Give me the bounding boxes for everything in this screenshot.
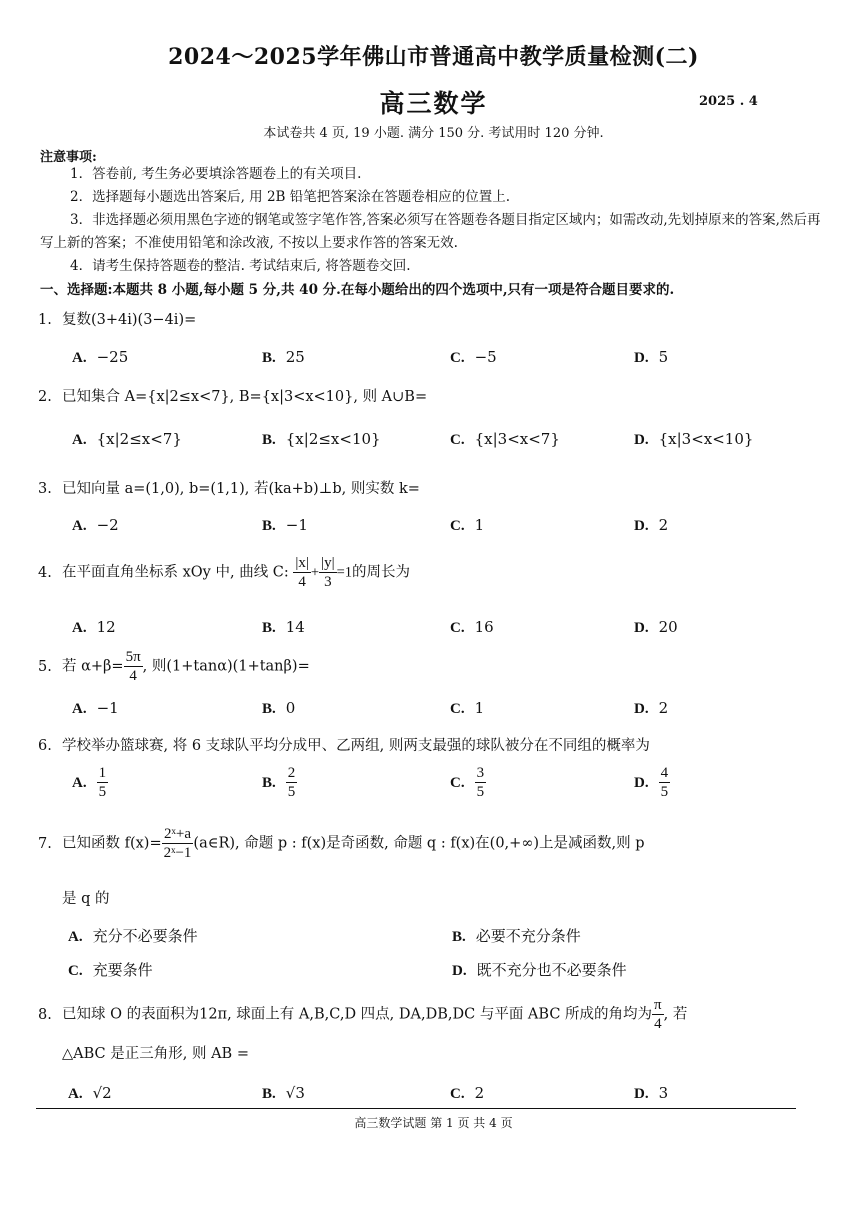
question-number: 4. xyxy=(38,564,52,581)
option-letter: B. xyxy=(262,350,276,366)
equation-rhs: =1 xyxy=(336,564,353,581)
option-b xyxy=(262,699,295,718)
option-b xyxy=(452,925,581,946)
option-text: {x|2≤x<7} xyxy=(96,430,182,448)
option-text: 14 xyxy=(285,618,305,636)
option-letter: C. xyxy=(450,432,465,448)
option-text: √3 xyxy=(285,1084,305,1102)
option-a xyxy=(68,925,198,946)
question-stem: 已知向量 a=(1,0), b=(1,1), 若(ka+b)⊥b, 则实数 k= xyxy=(62,481,420,497)
option-a xyxy=(72,618,116,637)
section-label: 一、选择题: xyxy=(40,282,113,298)
option-text: −1 xyxy=(96,699,119,717)
question-stem-post: (a∈R), 命题 p : f(x)是奇函数, 命题 q : f(x)在(0,+∞)上是减函数,则 p xyxy=(193,835,645,852)
option-letter: A. xyxy=(68,1086,83,1102)
option-text: 必要不充分条件 xyxy=(475,927,581,945)
fraction-numerator: 3 xyxy=(476,765,485,781)
option-c xyxy=(450,516,484,535)
question-stem-post: 的周长为 xyxy=(352,564,411,581)
option-d xyxy=(634,699,668,718)
question-8 xyxy=(38,996,828,1033)
option-b xyxy=(262,764,297,801)
fraction-numerator: 2ˣ+a xyxy=(164,826,191,842)
exam-info: 本试卷共 4 页, 19 小题. 满分 150 分. 考试用时 120 分钟. xyxy=(263,126,604,141)
fraction-denominator: 5 xyxy=(98,784,107,800)
fraction-denominator: 3 xyxy=(324,574,332,590)
fraction xyxy=(97,764,109,801)
option-b xyxy=(262,1084,305,1103)
footer-divider xyxy=(36,1108,796,1109)
option-text: −1 xyxy=(285,516,308,534)
option-d xyxy=(634,430,753,449)
option-letter: B. xyxy=(262,774,276,791)
option-text: 20 xyxy=(658,618,678,636)
section-text: 本题共 8 小题,每小题 5 分,共 40 分.在每小题给出的四个选项中,只有一项是符合题目要求的. xyxy=(112,282,675,298)
question-number: 2. xyxy=(38,389,52,405)
option-letter: D. xyxy=(634,774,649,791)
option-text: −2 xyxy=(96,516,119,534)
option-text: 1 xyxy=(474,699,485,717)
fraction-numerator: 5π xyxy=(125,649,141,665)
option-a xyxy=(72,430,182,449)
question-number: 7. xyxy=(38,835,52,852)
question-stem-continued: 是 q 的 xyxy=(62,891,110,907)
question-7 xyxy=(38,825,828,862)
option-letter: B. xyxy=(452,929,466,945)
option-letter: D. xyxy=(634,1086,649,1102)
option-text: 2 xyxy=(474,1084,485,1102)
question-number: 5. xyxy=(38,658,52,675)
option-letter: B. xyxy=(262,432,276,448)
question-stem-post: , 若 xyxy=(663,1006,688,1023)
fraction xyxy=(659,764,671,801)
option-text: −25 xyxy=(96,348,129,366)
option-letter: A. xyxy=(72,350,87,366)
option-c xyxy=(450,618,494,637)
fraction-numerator: |x| xyxy=(295,555,309,571)
option-letter: B. xyxy=(262,620,276,636)
exam-date: 2025 . 4 xyxy=(699,94,758,109)
option-text: 2 xyxy=(658,699,669,717)
option-letter: A. xyxy=(72,518,87,534)
option-b xyxy=(262,618,305,637)
option-letter: B. xyxy=(262,518,276,534)
question-3 xyxy=(38,477,828,498)
question-6 xyxy=(38,734,828,755)
fraction xyxy=(652,996,664,1033)
option-c xyxy=(450,699,484,718)
exam-title: 2024～2025学年佛山市普通高中教学质量检测(二) xyxy=(168,44,699,70)
option-d xyxy=(634,618,678,637)
option-b xyxy=(262,430,381,449)
option-letter: C. xyxy=(450,1086,465,1102)
option-letter: A. xyxy=(72,701,87,717)
fraction xyxy=(162,825,194,862)
fraction-numerator: 4 xyxy=(660,765,669,781)
fraction-numerator: 1 xyxy=(98,765,107,781)
option-d xyxy=(634,1084,668,1103)
question-2 xyxy=(38,385,828,406)
option-text: 5 xyxy=(658,348,669,366)
fraction xyxy=(286,764,298,801)
option-text: 1 xyxy=(474,516,485,534)
fraction-denominator: 4 xyxy=(654,1016,662,1032)
option-letter: D. xyxy=(634,350,649,366)
option-letter: A. xyxy=(72,620,87,636)
note-item: 2．选择题每小题选出答案后, 用 2B 铅笔把答案涂在答题卷相应的位置上. xyxy=(70,189,511,205)
question-number: 3. xyxy=(38,481,52,497)
option-b xyxy=(262,516,308,535)
option-letter: B. xyxy=(262,701,276,717)
option-letter: A. xyxy=(72,432,87,448)
option-text: {x|2≤x<10} xyxy=(285,430,381,448)
fraction-numerator: π xyxy=(654,997,662,1013)
option-text: √2 xyxy=(92,1084,112,1102)
option-text: −5 xyxy=(474,348,497,366)
option-text: 既不充分也不必要条件 xyxy=(476,961,627,979)
option-letter: D. xyxy=(634,518,649,534)
option-b xyxy=(262,348,305,367)
fraction-denominator: 5 xyxy=(660,784,669,800)
question-stem-pre: 若 α+β= xyxy=(62,658,124,675)
question-stem: 复数(3+4i)(3−4i)= xyxy=(62,312,197,328)
option-letter: C. xyxy=(450,701,465,717)
option-text: 16 xyxy=(474,618,494,636)
fraction-denominator: 5 xyxy=(287,784,296,800)
fraction-denominator: 5 xyxy=(476,784,485,800)
option-text: 充要条件 xyxy=(92,961,153,979)
fraction xyxy=(124,648,143,685)
option-a xyxy=(72,699,119,718)
question-stem: 已知集合 A={x|2≤x<7}, B={x|3<x<10}, 则 A∪B= xyxy=(62,389,428,405)
option-text: 0 xyxy=(285,699,296,717)
question-stem-pre: 在平面直角坐标系 xOy 中, 曲线 C: xyxy=(62,564,289,581)
question-stem-pre: 已知球 O 的表面积为12π, 球面上有 A,B,C,D 四点, DA,DB,DC 与平面 ABC 所成的角均为 xyxy=(62,1006,653,1023)
option-a xyxy=(68,1084,112,1103)
option-d xyxy=(634,764,670,801)
option-text: 2 xyxy=(658,516,669,534)
option-d xyxy=(452,959,627,980)
question-5 xyxy=(38,648,828,685)
question-number: 6. xyxy=(38,738,52,754)
fraction xyxy=(293,554,311,591)
option-c xyxy=(68,959,153,980)
question-4: 4. 在平面直角坐标系 xOy 中, 曲线 C: $\frac{|x|}{4}$ + $\frac{|y|}{3}$ =1的周长为 xyxy=(38,555,411,590)
question-stem-pre: 已知函数 f(x)= xyxy=(62,835,162,852)
option-text: 充分不必要条件 xyxy=(92,927,198,945)
option-letter: C. xyxy=(450,774,465,791)
fraction-numerator: |y| xyxy=(321,555,335,571)
option-c xyxy=(450,430,560,449)
question-number: 8. xyxy=(38,1006,52,1023)
option-text: 25 xyxy=(285,348,305,366)
option-d xyxy=(634,348,668,367)
question-1 xyxy=(38,308,828,329)
question-stem-continued: △ABC 是正三角形, 则 AB = xyxy=(62,1046,249,1062)
option-letter: C. xyxy=(450,518,465,534)
option-letter: C. xyxy=(450,350,465,366)
fraction xyxy=(319,554,337,591)
question-stem: 学校举办篮球赛, 将 6 支球队平均分成甲、乙两组, 则两支最强的球队被分在不同组的概率为 xyxy=(62,738,650,754)
option-a xyxy=(72,348,128,367)
option-c xyxy=(450,1084,484,1103)
option-letter: C. xyxy=(450,620,465,636)
option-text: {x|3<x<7} xyxy=(474,430,560,448)
option-letter: D. xyxy=(634,432,649,448)
fraction-denominator: 2ˣ−1 xyxy=(163,845,192,861)
exam-subject: 高三数学 xyxy=(379,89,488,118)
option-letter: D. xyxy=(634,620,649,636)
option-c xyxy=(450,348,497,367)
option-letter: A. xyxy=(72,774,87,791)
fraction xyxy=(475,764,487,801)
option-text: {x|3<x<10} xyxy=(658,430,754,448)
option-text: 3 xyxy=(658,1084,669,1102)
fraction-denominator: 4 xyxy=(298,574,306,590)
note-item: 4．请考生保持答题卷的整洁. 考试结束后, 将答题卷交回. xyxy=(70,258,411,274)
option-letter: B. xyxy=(262,1086,276,1102)
option-c xyxy=(450,764,486,801)
fraction-numerator: 2 xyxy=(287,765,296,781)
option-letter: D. xyxy=(634,701,649,717)
question-stem-post: , 则(1+tanα)(1+tanβ)= xyxy=(142,658,310,675)
option-a xyxy=(72,764,108,801)
page-footer: 高三数学试题 第 1 页 共 4 页 xyxy=(354,1116,513,1130)
section-header xyxy=(40,278,830,298)
notes-heading: 注意事项: xyxy=(40,150,97,165)
option-letter: C. xyxy=(68,963,83,979)
option-text: 12 xyxy=(96,618,116,636)
note-item: 1．答卷前, 考生务必要填涂答题卷上的有关项目. xyxy=(70,166,362,182)
option-letter: A. xyxy=(68,929,83,945)
fraction-denominator: 4 xyxy=(129,668,137,684)
note-item: 3．非选择题必须用黑色字迹的钢笔或签字笔作答,答案必须写在答题卷各题目指定区域内；如需改动,先划掉原来的答案,然后再写上新的答案；不准使用铅笔和涂改液, 不按以上要求作答的答案无效. xyxy=(40,212,821,251)
option-letter: D. xyxy=(452,963,467,979)
question-number: 1. xyxy=(38,312,52,328)
option-d xyxy=(634,516,668,535)
option-a xyxy=(72,516,119,535)
